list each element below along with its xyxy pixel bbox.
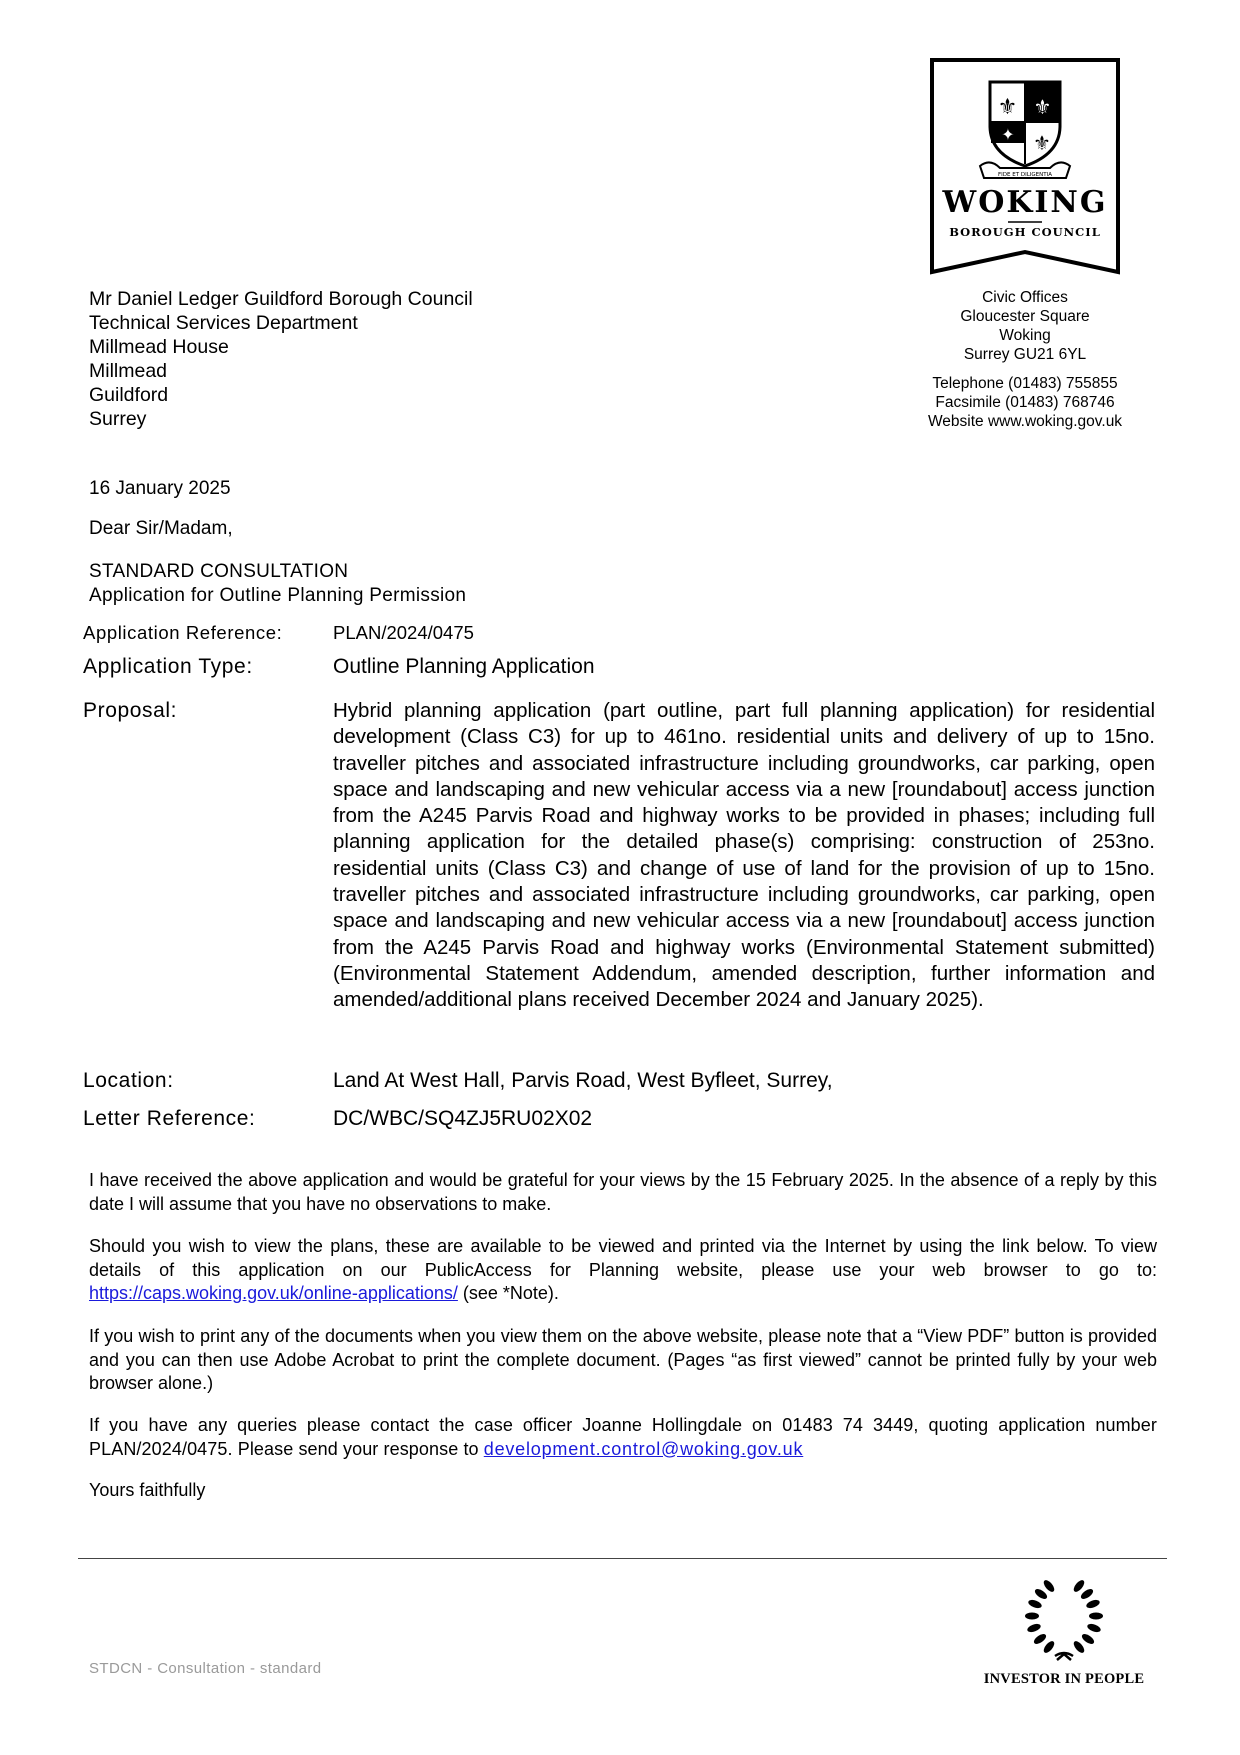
- investor-in-people-label: INVESTOR IN PEOPLE: [983, 1671, 1145, 1687]
- recipient-line: Millmead: [89, 360, 168, 382]
- council-address-line: Civic Offices: [982, 289, 1068, 306]
- council-logo: [928, 58, 1122, 276]
- body-paragraph: [89, 1414, 1157, 1461]
- council-telephone: Telephone (01483) 755855: [932, 375, 1118, 392]
- footer-divider: [78, 1558, 1167, 1559]
- app-ref-label: Application Reference:: [83, 622, 283, 643]
- svg-text:⚜: ⚜: [1033, 131, 1051, 155]
- recipient-line: Guildford: [89, 384, 169, 406]
- svg-text:FIDE ET DILIGENTIA: FIDE ET DILIGENTIA: [998, 172, 1052, 178]
- investor-in-people-logo: [978, 1572, 1150, 1692]
- app-type-label: Application Type:: [83, 655, 253, 678]
- app-type-value: Outline Planning Application: [333, 655, 595, 678]
- council-address-line: Gloucester Square: [960, 308, 1090, 325]
- location-value: Land At West Hall, Parvis Road, West Byfleet, Surrey,: [333, 1069, 833, 1092]
- proposal-value: Hybrid planning application (part outline, part full planning application) for residential development (Class C3) for up to 461no. residential units and delivery of up to 15no. traveller pitches and associated infrastructure including groundworks, car parking, open space and landscaping and new vehicular access via a new [roundabout] access junction from the A245 Parvis Road and highway works to be provided in phases; including full planning application for the detailed phase(s) comprising: construction of 253no. residential units (Class C3) and change of use of land for the provision of up to 15no. traveller pitches and associated infrastructure including groundworks, car parking, open space and landscaping and new vehicular access via a new [roundabout] access junction from the A245 Parvis Road and highway works (Environmental Statement submitted) (Environmental Statement Addendum, amended description, further information and amended/additional plans received December 2024 and January 2025).: [333, 699, 1155, 1012]
- consultation-title: STANDARD CONSULTATION: [89, 561, 349, 582]
- letter-ref-label: Letter Reference:: [83, 1107, 256, 1130]
- salutation: Dear Sir/Madam,: [89, 518, 233, 539]
- body-paragraph: If you wish to print any of the documents when you view them on the above website, please note that a “View PDF” button is provided and you can then use Adobe Acrobat to print the complete document. (Pages “as first viewed” cannot be printed fully by your web browser alone.): [89, 1326, 1157, 1393]
- svg-text:⚜: ⚜: [997, 95, 1018, 120]
- council-website: Website www.woking.gov.uk: [927, 413, 1123, 430]
- footer-code: STDCN - Consultation - standard: [89, 1660, 322, 1677]
- council-facsimile: Facsimile (01483) 768746: [935, 394, 1115, 411]
- public-access-link[interactable]: https://caps.woking.gov.uk/online-applications/: [89, 1283, 458, 1303]
- body-paragraph: I have received the above application and would be grateful for your views by the 15 February 2025. In the absence of a reply by this date I will assume that you have no observations to make.: [89, 1170, 1157, 1214]
- svg-text:WOKING: WOKING: [942, 185, 1108, 220]
- closing: Yours faithfully: [89, 1480, 206, 1500]
- location-label: Location:: [83, 1069, 174, 1092]
- council-address: [890, 288, 1160, 431]
- recipient-line: Millmead House: [89, 336, 229, 358]
- recipient-line: Mr Daniel Ledger Guildford Borough Council: [89, 288, 473, 310]
- recipient-line: Surrey: [89, 408, 147, 430]
- council-address-line: Surrey GU21 6YL: [963, 346, 1087, 363]
- email-link[interactable]: development.control@woking.gov.uk: [483, 1438, 804, 1459]
- svg-text:BOROUGH COUNCIL: BOROUGH COUNCIL: [949, 225, 1101, 239]
- body-text: If you have any queries please contact the case officer Joanne Hollingdale on 01483 74 3449, quoting application number PLAN/2024/0475. Please send your response to: [89, 1415, 1157, 1459]
- recipient-line: Technical Services Department: [89, 312, 358, 334]
- app-ref-value: PLAN/2024/0475: [333, 622, 474, 643]
- proposal-label: Proposal:: [83, 699, 178, 722]
- letter-date: 16 January 2025: [89, 478, 231, 499]
- consultation-heading: [89, 560, 466, 608]
- laurel-wreath-icon: [1019, 1572, 1109, 1664]
- woking-crest-icon: [928, 58, 1122, 276]
- recipient-address: [89, 287, 473, 431]
- consultation-subtitle: Application for Outline Planning Permission: [89, 585, 467, 606]
- svg-text:✦: ✦: [1001, 125, 1015, 144]
- letter-ref-value: DC/WBC/SQ4ZJ5RU02X02: [333, 1107, 593, 1130]
- council-address-line: Woking: [999, 327, 1051, 344]
- body-text: (see *Note).: [457, 1283, 559, 1303]
- body-paragraph: [89, 1235, 1157, 1306]
- body-text: Should you wish to view the plans, these are available to be viewed and printed via the Internet by using the link below. To view details of this application on our PublicAccess for Planning website, please use your web browser to go to:: [89, 1236, 1157, 1280]
- svg-text:⚜: ⚜: [1033, 95, 1052, 119]
